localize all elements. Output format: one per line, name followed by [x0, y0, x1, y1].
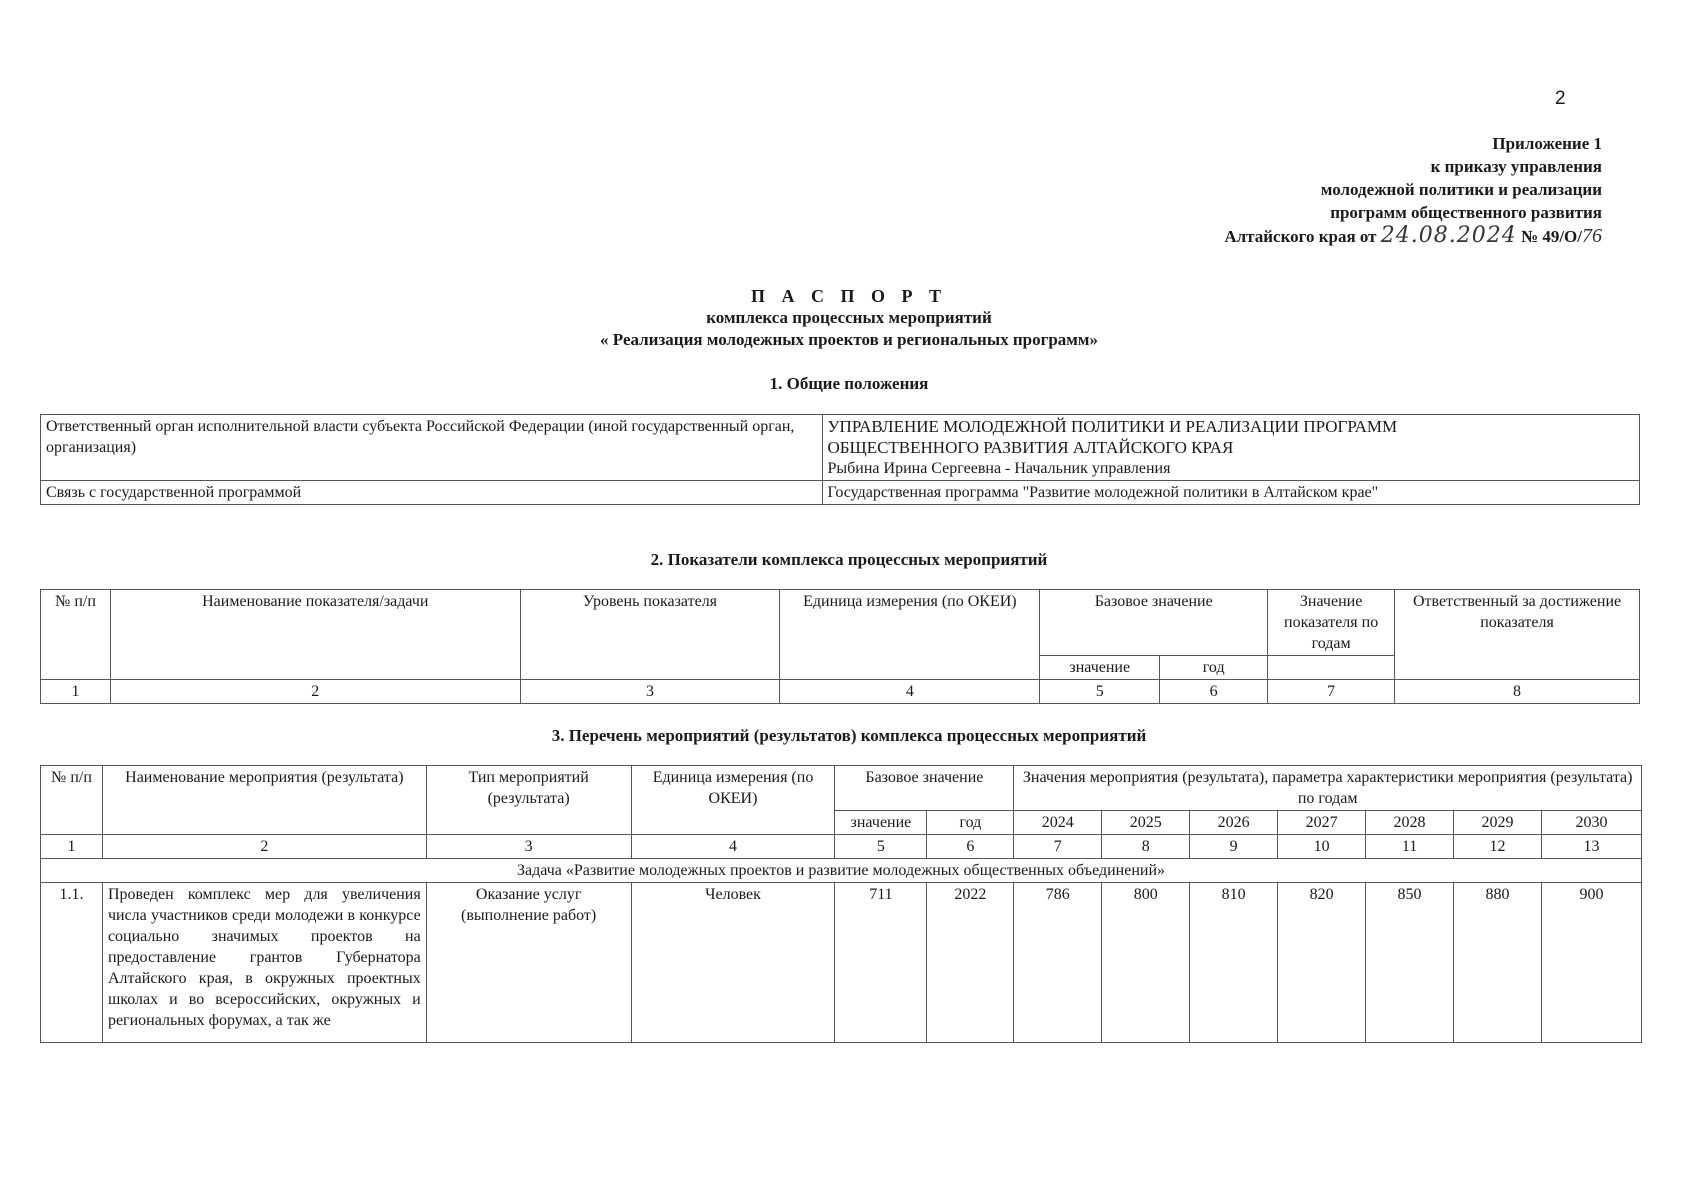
- column-number: 5: [835, 835, 927, 859]
- title-line-3: « Реализация молодежных проектов и региональных программ»: [600, 330, 1098, 349]
- header-year: 2028: [1366, 811, 1454, 835]
- header-responsible: Ответственный за достижение показателя: [1395, 590, 1640, 680]
- header-activity-type: Тип мероприятий (результата): [426, 766, 631, 835]
- header-base-value-value: значение: [1040, 656, 1160, 680]
- column-number: 2: [110, 680, 520, 704]
- activity-value-2025: 800: [1102, 883, 1190, 1043]
- handwritten-order-number: 76: [1582, 225, 1602, 247]
- column-number: 4: [631, 835, 835, 859]
- header-base-value: Базовое значение: [835, 766, 1014, 811]
- activity-base-value: 711: [835, 883, 927, 1043]
- header-values-by-year: Значение показателя по годам: [1268, 590, 1395, 656]
- appendix-line: молодежной политики и реализации: [1320, 180, 1602, 199]
- title-line-2: комплекса процессных мероприятий: [706, 308, 992, 327]
- section-2-heading: 2. Показатели комплекса процессных мероприятий: [650, 550, 1048, 569]
- general-provisions-table: [40, 414, 1640, 505]
- task-row: [41, 859, 1642, 883]
- column-number: 7: [1014, 835, 1102, 859]
- activity-value-2030: 900: [1541, 883, 1641, 1043]
- table-row: [41, 415, 1640, 481]
- activity-value-2027: 820: [1278, 883, 1366, 1043]
- column-number: 3: [426, 835, 631, 859]
- header-year: 2025: [1102, 811, 1190, 835]
- column-number: 2: [102, 835, 426, 859]
- section-3-heading: 3. Перечень мероприятий (результатов) комплекса процессных мероприятий: [551, 726, 1147, 745]
- column-number: 1: [41, 835, 103, 859]
- column-number-row: [41, 835, 1642, 859]
- header-base-value-year: год: [927, 811, 1014, 835]
- table-header-row: [41, 590, 1640, 656]
- title-passport: П А С П О Р Т: [750, 286, 947, 306]
- table-row: [41, 481, 1640, 505]
- header-activity-name: Наименование мероприятия (результата): [102, 766, 426, 835]
- column-number: 8: [1395, 680, 1640, 704]
- activity-value-2026: 810: [1190, 883, 1278, 1043]
- activity-type: Оказание услуг (выполнение работ): [426, 883, 631, 1043]
- page-number: 2: [1555, 88, 1566, 109]
- header-unit: Единица измерения (по ОКЕИ): [780, 590, 1040, 680]
- activity-value-2028: 850: [1366, 883, 1454, 1043]
- header-year: 2027: [1278, 811, 1366, 835]
- section-1-heading: 1. Общие положения: [769, 374, 929, 393]
- header-indicator-name: Наименование показателя/задачи: [110, 590, 520, 680]
- column-number: 4: [780, 680, 1040, 704]
- activity-value-2024: 786: [1014, 883, 1102, 1043]
- responsible-body-name-line-1: УПРАВЛЕНИЕ МОЛОДЕЖНОЙ ПОЛИТИКИ И РЕАЛИЗАЦИИ ПРОГРАММ: [827, 417, 1398, 436]
- column-number: 7: [1268, 680, 1395, 704]
- appendix-line-prefix: Алтайского края от: [1224, 227, 1377, 246]
- indicators-table: [40, 589, 1640, 704]
- state-program-label: Связь с государственной программой: [41, 481, 823, 505]
- handwritten-order-date: 24.08.2024: [1380, 223, 1517, 248]
- responsible-body-label: Ответственный орган исполнительной власти субъекта Российской Федерации (иной государственный орган, организация): [41, 415, 823, 481]
- appendix-line: программ общественного развития: [1330, 203, 1602, 222]
- header-unit: Единица измерения (по ОКЕИ): [631, 766, 835, 835]
- column-number: 1: [41, 680, 111, 704]
- column-number: 13: [1541, 835, 1641, 859]
- column-number: 9: [1190, 835, 1278, 859]
- header-values-by-year: Значения мероприятия (результата), параметра характеристики мероприятия (результата) по годам: [1014, 766, 1642, 811]
- column-number: 6: [1160, 680, 1268, 704]
- column-number: 10: [1278, 835, 1366, 859]
- header-num: № п/п: [41, 766, 103, 835]
- state-program-value: Государственная программа "Развитие молодежной политики в Алтайском крае": [822, 481, 1640, 505]
- table-header-row: [41, 766, 1642, 811]
- column-number: 12: [1454, 835, 1542, 859]
- appendix-header: [1224, 132, 1602, 248]
- appendix-line: к приказу управления: [1430, 157, 1602, 176]
- table-row: [41, 883, 1642, 1043]
- column-number: 5: [1040, 680, 1160, 704]
- appendix-line: Приложение 1: [1492, 134, 1602, 153]
- column-number-row: [41, 680, 1640, 704]
- activity-base-year: 2022: [927, 883, 1014, 1043]
- task-title: Задача «Развитие молодежных проектов и развитие молодежных общественных объединений»: [41, 859, 1642, 883]
- column-number: 6: [927, 835, 1014, 859]
- header-year: 2030: [1541, 811, 1641, 835]
- header-base-value-year: год: [1160, 656, 1268, 680]
- responsible-body-name-line-2: ОБЩЕСТВЕННОГО РАЗВИТИЯ АЛТАЙСКОГО КРАЯ: [827, 438, 1234, 457]
- activity-unit: Человек: [631, 883, 835, 1043]
- header-base-value-value: значение: [835, 811, 927, 835]
- header-year: 2026: [1190, 811, 1278, 835]
- header-base-value: Базовое значение: [1040, 590, 1268, 656]
- responsible-body-value: [822, 415, 1640, 481]
- header-year: 2029: [1454, 811, 1542, 835]
- activities-table: [40, 765, 1642, 1043]
- header-empty-cell: [1268, 656, 1395, 680]
- appendix-order-line: [1224, 224, 1602, 248]
- column-number: 8: [1102, 835, 1190, 859]
- column-number: 3: [520, 680, 780, 704]
- activity-name: Проведен комплекс мер для увеличения числа участников среди молодежи в конкурсе социально значимых проектов на предоставление грантов Губернатора Алтайского края, в окружных проектных школах и во всероссийских, окружных и региональных форумах, а так же: [102, 883, 426, 1043]
- document-title: [0, 285, 1698, 351]
- column-number: 11: [1366, 835, 1454, 859]
- activity-value-2029: 880: [1454, 883, 1542, 1043]
- header-year: 2024: [1014, 811, 1102, 835]
- header-num: № п/п: [41, 590, 111, 680]
- header-indicator-level: Уровень показателя: [520, 590, 780, 680]
- order-number-prefix: № 49/О/: [1520, 227, 1582, 246]
- responsible-person: Рыбина Ирина Сергеевна - Начальник управления: [827, 460, 1171, 477]
- activity-num: 1.1.: [41, 883, 103, 1043]
